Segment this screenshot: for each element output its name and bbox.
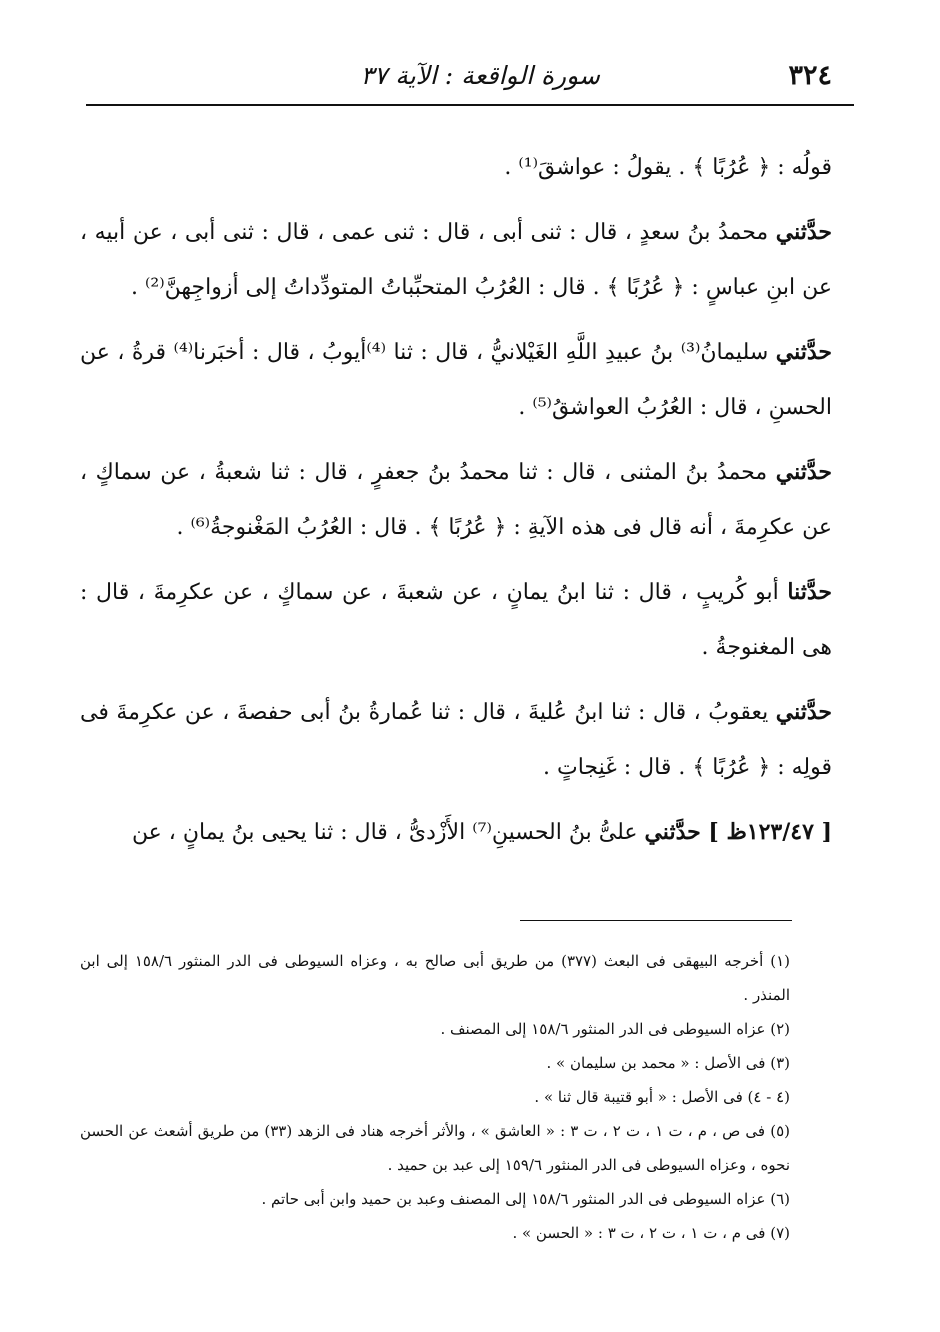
page-number: ٣٢٤ — [788, 60, 832, 91]
footnote: (٣) فى الأصل : « محمد بن سليمان » . — [546, 1054, 790, 1072]
running-head: سورة الواقعة : الآية ٣٧ — [360, 61, 600, 90]
paragraph: حدَّثني محمدُ بنُ المثنى ، قال : ثنا محمدُ بنُ جعفرٍ ، قال : ثنا شعبةُ ، عن سماكٍ ، عن عكرِمةَ ، أنه قال فى هذه الآيةِ : ﴿ عُرُبًا ﴾ . قال : العُرُبُ المَغْنوجةُ⁽⁶⁾ . — [80, 459, 832, 540]
paragraph: حدَّثني يعقوبُ ، قال : ثنا ابنُ عُليةَ ، قال : ثنا عُمارةُ بنُ أبى حفصةَ ، عن عكرِمةَ فى قولِه : ﴿ عُرُبًا ﴾ . قال : غَنِجاتٍ . — [80, 699, 832, 780]
footnote-separator — [520, 920, 792, 921]
page-header — [86, 56, 832, 100]
paragraph: [ ١٢٣/٤٧ظ ] حدَّثني علىُّ بنُ الحسينِ⁽⁷⁾ الأَزْدىُّ ، قال : ثنا يحيى بنُ يمانٍ ، عن — [131, 819, 832, 845]
main-text — [80, 140, 832, 870]
footnote: (٦) عزاه السيوطى فى الدر المنثور ١٥٨/٦ إلى المصنف وعبد بن حميد وابن أبى حاتم . — [261, 1190, 790, 1208]
header-rule — [86, 104, 854, 106]
footnote: (٤ - ٤) فى الأصل : « أبو قتيبة قال ثنا » . — [534, 1088, 790, 1106]
footnote: (١) أخرجه البيهقى فى البعث (٣٧٧) من طريق أبى صالح به ، وعزاه السيوطى فى الدر المنثور ١٥٨/٦ إلى ابن المنذر . — [80, 952, 790, 1004]
footnotes — [80, 944, 790, 1250]
paragraph: حدَّثني محمدُ بنُ سعدٍ ، قال : ثنى أبى ، قال : ثنى عمى ، قال : ثنى أبى ، عن أبيه ، عن ابنِ عباسٍ : ﴿ عُرُبًا ﴾ . قال : العُرُبُ المتحبِّباتُ المتودِّداتُ إلى أزواجِهنَّ⁽²⁾ . — [80, 219, 832, 300]
footnote: (٢) عزاه السيوطى فى الدر المنثور ١٥٨/٦ إلى المصنف . — [440, 1020, 790, 1038]
paragraph: حدَّثني سليمانُ⁽³⁾ بنُ عبيدِ اللَّهِ الغَيْلانيُّ ، قال : ثنا ⁽⁴⁾أيوبُ ، قال : أخبَرنا⁽⁴⁾ قرةُ ، عن الحسنِ ، قال : العُرُبُ العواشقُ⁽⁵⁾ . — [80, 339, 833, 420]
footnote: (٧) فى م ، ت ١ ، ت ٢ ، ت ٣ : « الحسن » . — [512, 1224, 790, 1242]
footnote: (٥) فى ص ، م ، ت ١ ، ت ٢ ، ت ٣ : « العاشق » ، والأثر أخرجه هناد فى الزهد (٣٣) من طريق أشعث عن الحسن نحوه ، وعزاه السيوطى فى الدر المنثور ١٥٩/٦ إلى عبد بن حميد . — [80, 1122, 790, 1174]
paragraph: حدَّثنا أبو كُريبٍ ، قال : ثنا ابنُ يمانٍ ، عن شعبةَ ، عن سماكٍ ، عن عكرِمةَ ، قال : هى المغنوجةُ . — [80, 579, 832, 660]
paragraph: قولُه : ﴿ عُرُبًا ﴾ . يقولُ : عواشقَ⁽¹⁾ . — [504, 155, 832, 180]
